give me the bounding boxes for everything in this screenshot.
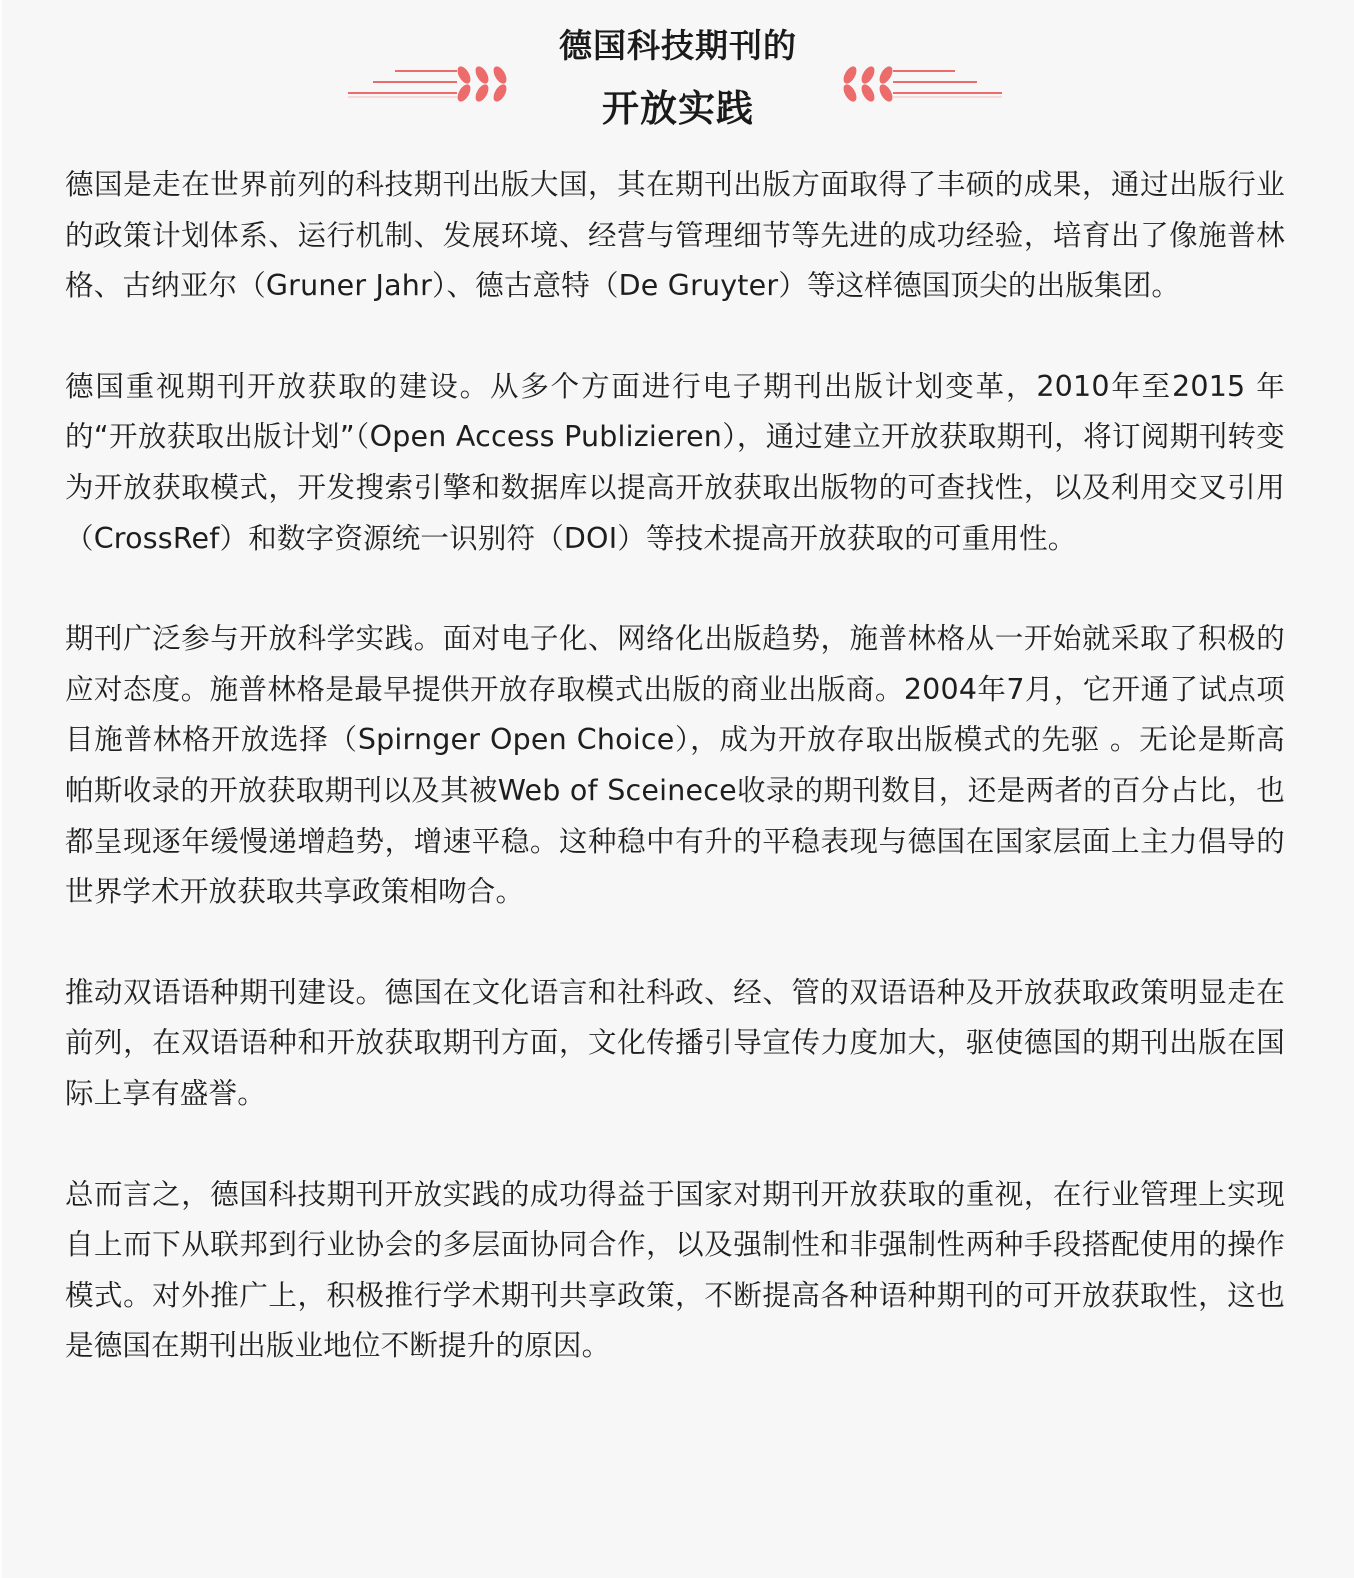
page-title-line-1: 德国科技期刊的 (559, 26, 797, 65)
article-header (2, 0, 1354, 150)
article-body (65, 160, 1285, 1422)
paragraph-bilingual: 推动双语语种期刊建设。德国在文化语言和社科政、经、管的双语语种及开放获取政策明显走在前列，在双语语种和开放获取期刊方面，文化传播引导宣传力度加大，驱使德国的期刊出版在国际上享有盛誉。 (65, 975, 1285, 1110)
wheat-arrow-left-icon (838, 64, 1008, 104)
paragraph-open-science: 期刊广泛参与开放科学实践。面对电子化、网络化出版趋势，施普林格从一开始就采取了积极的应对态度。施普林格是最早提供开放存取模式出版的商业出版商。2004年7月，它开通了试点项目施普林格开放选择（Spirnger Open Choice），成为开放存取出版模式的先驱 。无论是斯高帕斯收录的开放获取期刊以及其被Web of Sceinece收录的期刊数目，还是两者的百分占比，也都呈现逐年缓慢递增趋势，增速平稳。这种稳中有升的平稳表现与德国在国家层面上主力倡导的世界学术开放获取共享政策相吻合。 (65, 622, 1285, 909)
paragraph-open-access: 德国重视期刊开放获取的建设。从多个方面进行电子期刊出版计划变革，2010年至2015 年的“开放获取出版计划”（Open Access Publizieren），通过建立开放获取期刊，将订阅期刊转变为开放获取模式，开发搜索引擎和数据库以提高开放获取出版物的可查找性，以及利用交叉引用（CrossRef）和数字资源统一识别符（DOI）等技术提高开放获取的可重用性。 (65, 369, 1285, 555)
page-title-line-2: 开放实践 (602, 87, 754, 130)
paragraph-conclusion: 总而言之，德国科技期刊开放实践的成功得益于国家对期刊开放获取的重视，在行业管理上实现自上而下从联邦到行业协会的多层面协同合作，以及强制性和非强制性两种手段搭配使用的操作模式。对外推广上，积极推行学术期刊共享政策，不断提高各种语种期刊的可开放获取性，这也是德国在期刊出版业地位不断提升的原因。 (65, 1177, 1285, 1363)
paragraph-intro: 德国是走在世界前列的科技期刊出版大国，其在期刊出版方面取得了丰硕的成果，通过出版行业的政策计划体系、运行机制、发展环境、经营与管理细节等先进的成功经验，培育出了像施普林格、古纳亚尔（Gruner Jahr）、德古意特（De Gruyter）等这样德国顶尖的出版集团。 (65, 168, 1285, 303)
